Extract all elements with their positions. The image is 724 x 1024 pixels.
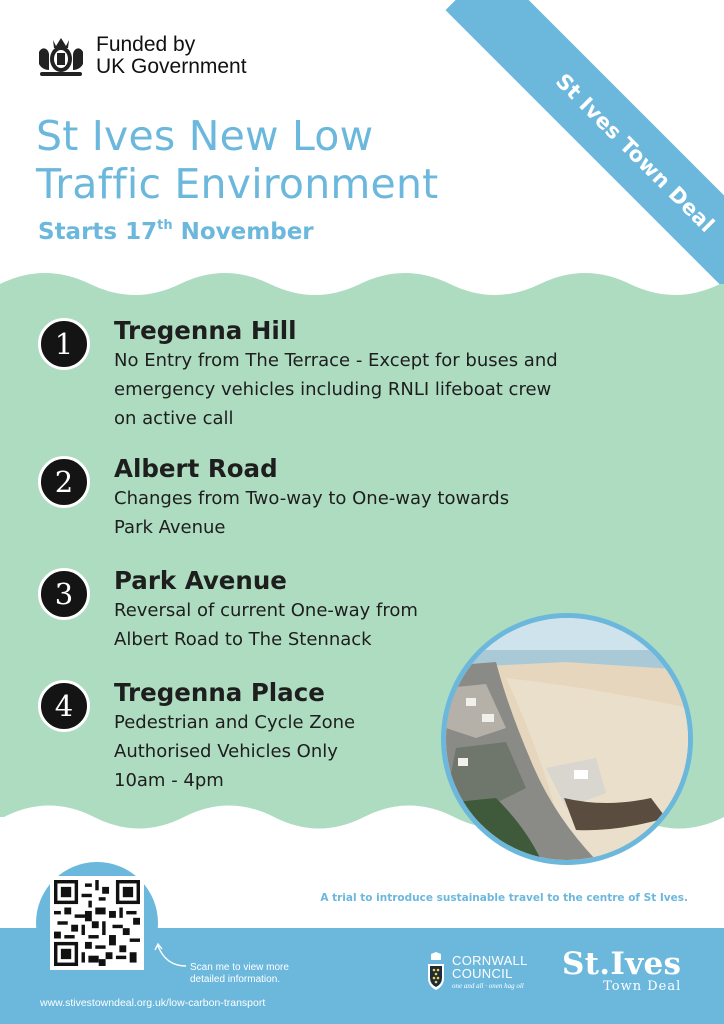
item-line: Albert Road to The Stennack (114, 629, 372, 650)
funded-line-2: UK Government (96, 55, 247, 78)
item-line: Park Avenue (114, 517, 226, 538)
website-link[interactable]: www.stivestowndeal.org.uk/low-carbon-transport (40, 997, 266, 1009)
number-badge: 1 (38, 318, 90, 370)
item-park-avenue (38, 566, 418, 654)
funded-by-logo (36, 34, 247, 78)
item-line: Changes from Two-way to One-way towards (114, 488, 510, 509)
item-line: Reversal of current One-way from (114, 600, 418, 621)
title-line-2: Traffic Environment (36, 160, 439, 208)
start-date-prefix: Starts 17 (38, 219, 158, 245)
item-line: Pedestrian and Cycle Zone (114, 712, 356, 733)
item-title: Tregenna Place (114, 678, 325, 707)
qr-code[interactable] (50, 876, 144, 970)
royal-crest-icon (36, 34, 86, 78)
title-line-1: St Ives New Low (36, 112, 374, 160)
item-title: Albert Road (114, 454, 278, 483)
council-line-2: COUNCIL (452, 966, 513, 981)
start-date (38, 218, 314, 245)
cornwall-council-crest-icon (425, 952, 447, 992)
item-line: on active call (114, 408, 234, 429)
qr-code-badge[interactable] (36, 862, 158, 984)
item-tregenna-hill (38, 316, 558, 433)
funded-line-1: Funded by (96, 33, 196, 56)
trial-note: A trial to introduce sustainable travel to the centre of St Ives. (320, 892, 688, 904)
town-aerial-photo (441, 613, 693, 865)
item-line: Authorised Vehicles Only (114, 741, 338, 762)
item-line: 10am - 4pm (114, 770, 224, 791)
item-title: Tregenna Hill (114, 316, 297, 345)
number-badge: 3 (38, 568, 90, 620)
number-badge: 4 (38, 680, 90, 732)
scan-arrow-icon (152, 940, 192, 970)
scan-instructions (190, 962, 330, 986)
scan-line-2: detailed information. (190, 974, 281, 985)
ribbon-label: St Ives Town Deal (550, 68, 720, 238)
page-title (36, 112, 438, 208)
council-line-1: CORNWALL (452, 953, 528, 968)
scan-line-1: Scan me to view more (190, 962, 289, 973)
brand-name: St.Ives (562, 946, 682, 982)
number-badge: 2 (38, 456, 90, 508)
item-title: Park Avenue (114, 566, 287, 595)
council-motto: one and all · onen hag oll (452, 982, 524, 990)
item-albert-road (38, 454, 509, 542)
start-date-ordinal: th (157, 218, 173, 233)
cornwall-council-logo (425, 952, 528, 992)
start-date-suffix: November (172, 219, 314, 245)
brand-subtitle: Town Deal (603, 979, 682, 994)
st-ives-town-deal-logo (562, 948, 681, 994)
item-line: emergency vehicles including RNLI lifeboat crew (114, 379, 552, 400)
item-line: No Entry from The Terrace - Except for buses and (114, 350, 558, 371)
item-tregenna-place (38, 678, 355, 795)
